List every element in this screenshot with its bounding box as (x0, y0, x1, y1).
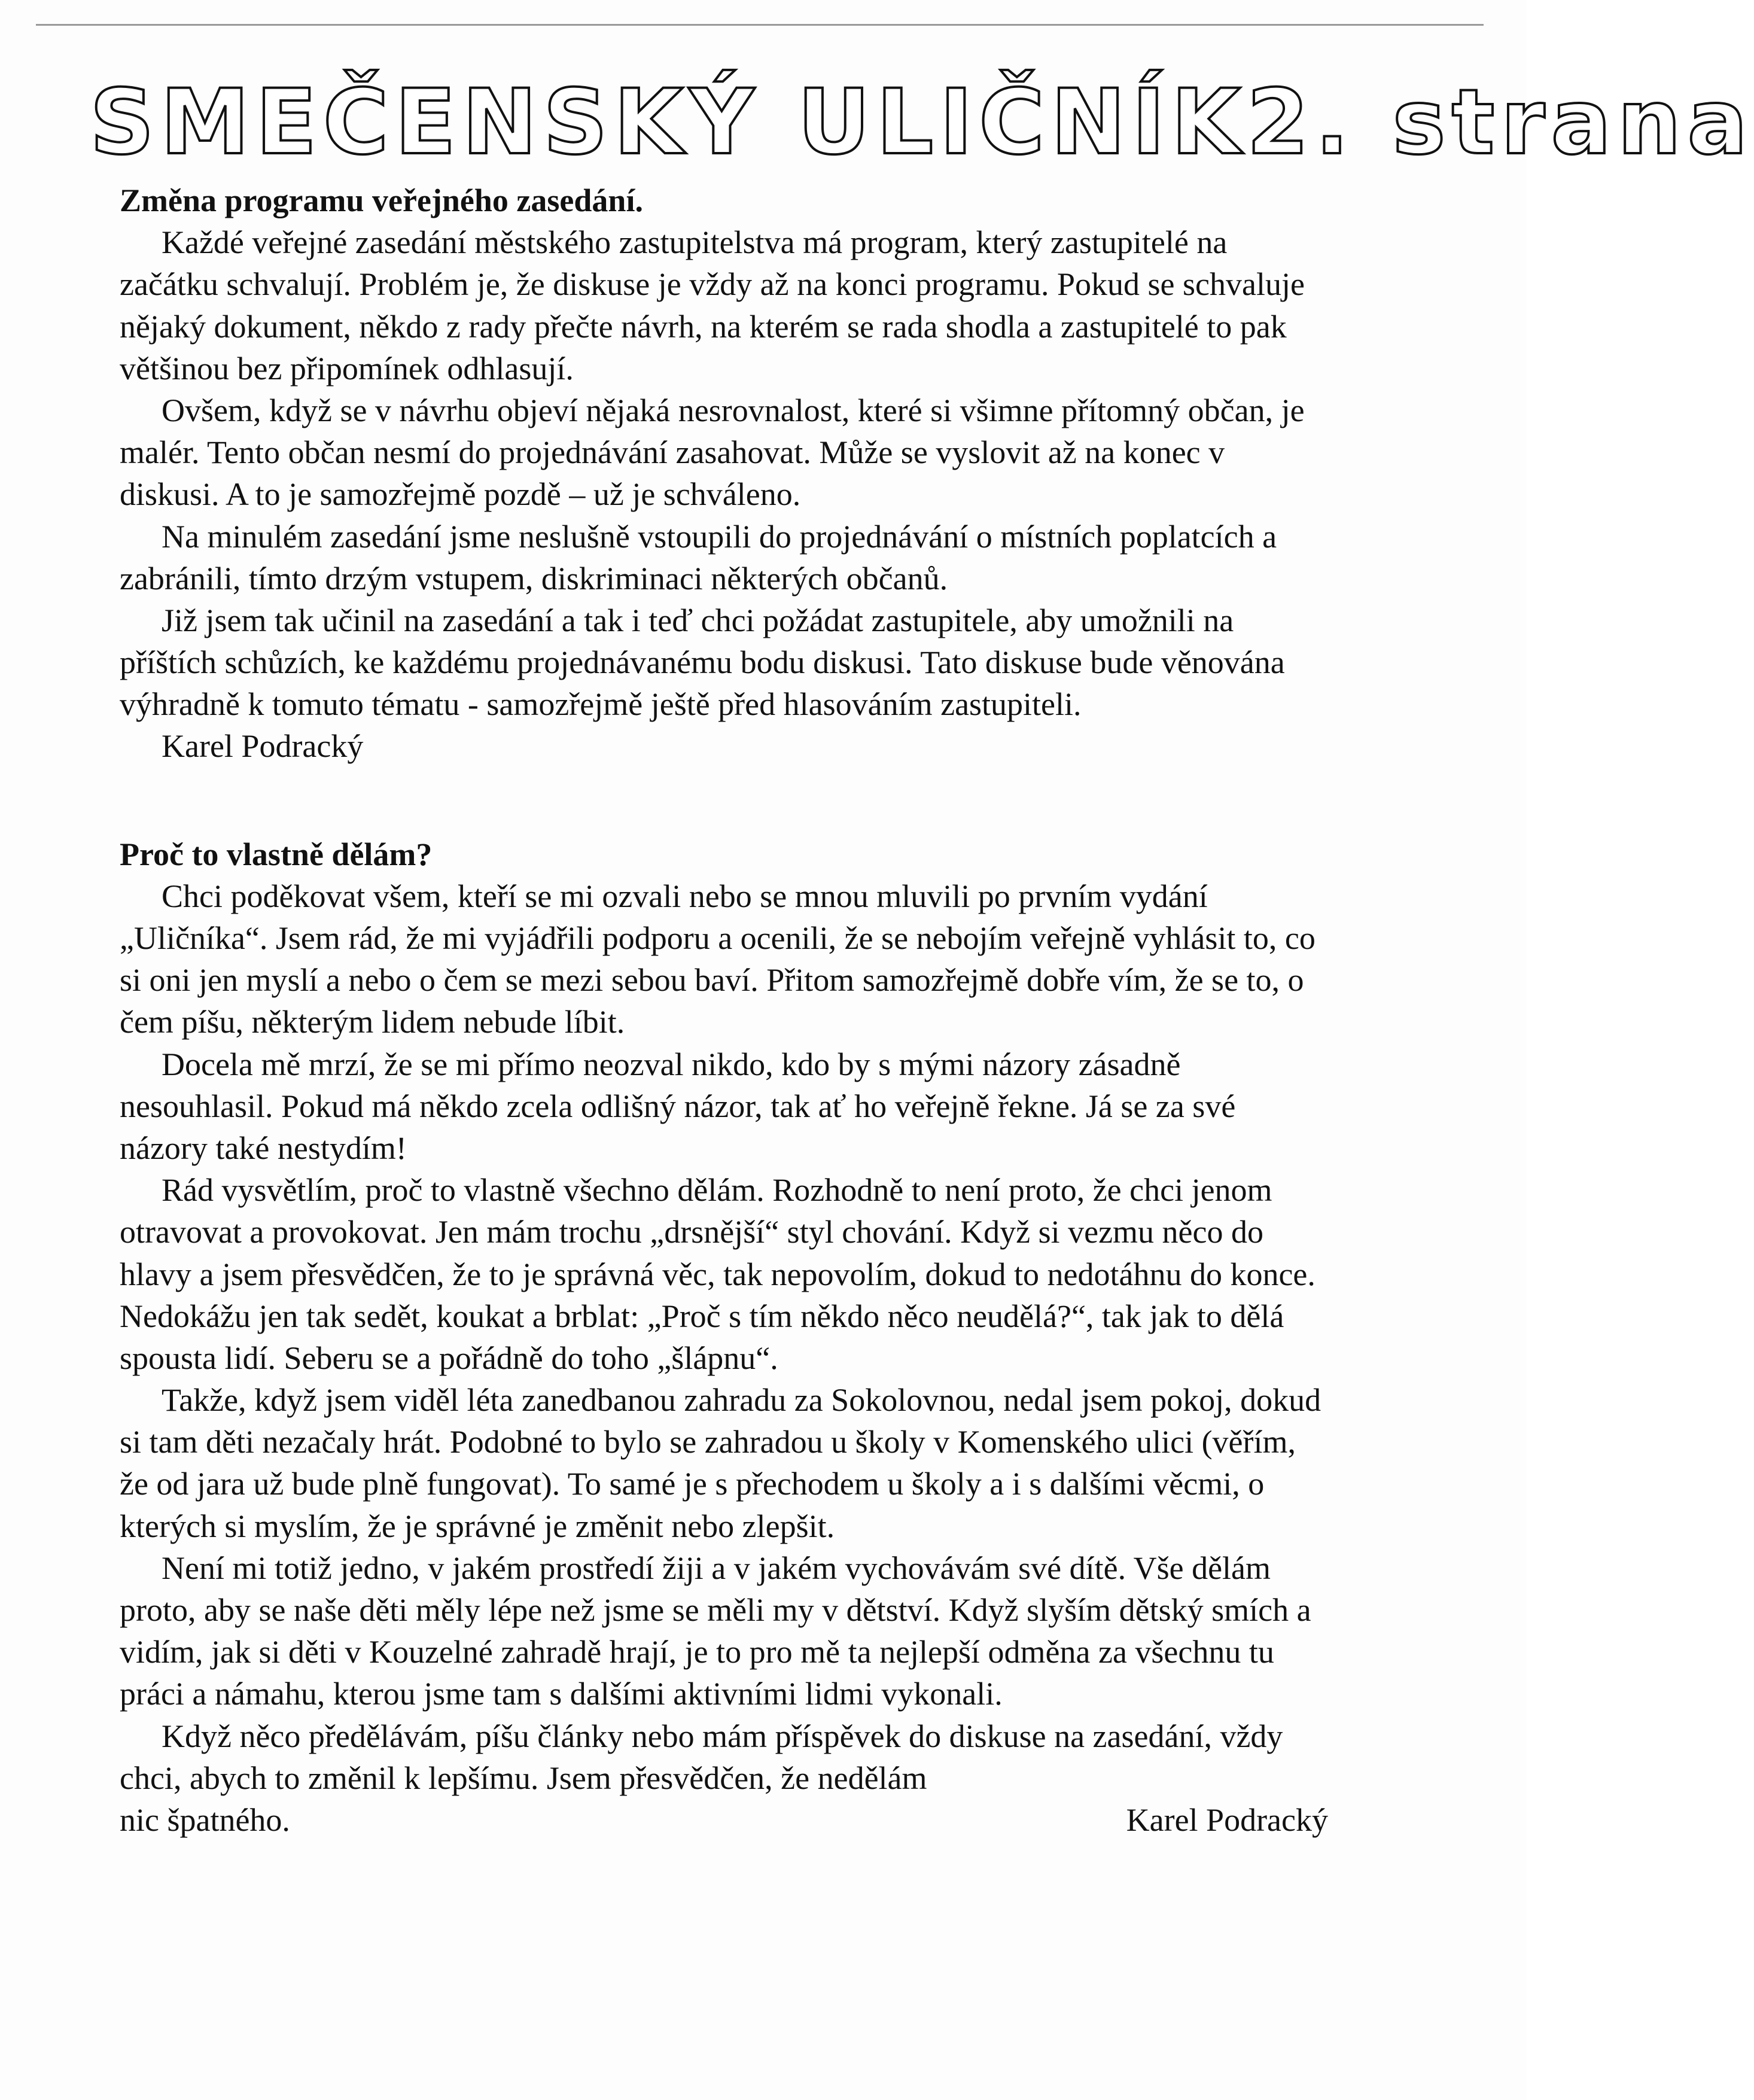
page-number: 2. strana (1246, 71, 1754, 175)
article-paragraph: Ovšem, když se v návrhu objeví nějaká nesrovnalost, které si všimne přítomný občan, je malér. Tento občan nesmí do projednávání zasahovat. Může se vyslovit až na konec v diskusi. A to je samozřejmě pozdě – už je schváleno. (120, 392, 1305, 513)
article-program-change (120, 179, 1328, 768)
masthead (90, 69, 1754, 176)
article-title: Proč to vlastně dělám? (120, 836, 433, 872)
article-paragraph: Docela mě mrzí, že se mi přímo neozval nikdo, kdo by s mými názory zásadně nesouhlasil. Pokud má někdo zcela odlišný názor, tak ať ho veřejně řekne. Já se za své názory také nestydím! (120, 1046, 1236, 1166)
article-paragraph: Na minulém zasedání jsme neslušně vstoupili do projednávání o místních poplatcích a zabránili, tímto drzým vstupem, diskriminaci některých občanů. (120, 518, 1277, 596)
article-paragraph: Každé veřejné zasedání městského zastupitelstva má program, který zastupitelé na začátku schvalují. Problém je, že diskuse je vždy až na konci programu. Pokud se schvaluje nějaký dokument, někdo z rady přečte návrh, na kterém se rada shodla a zastupitelé to pak většinou bez připomínek odhlasují. (120, 224, 1305, 386)
article-paragraph: Chci poděkovat všem, kteří se mi ozvali nebo se mnou mluvili po prvním vydání „Uličníka“. Jsem rád, že mi vyjádřili podporu a ocenili, že se nebojím veřejně vyhlásit to, co si oni jen myslí a nebo o čem se mezi sebou baví. Přitom samozřejmě dobře vím, že se to, o čem píšu, některým lidem nebude líbit. (120, 878, 1316, 1040)
article-paragraph: Takže, když jsem viděl léta zanedbanou zahradu za Sokolovnou, nedal jsem pokoj, dokud si tam děti nezačaly hrát. Podobné to bylo se zahradou u školy v Komenského ulici (věřím, že od jara už bude plně fungovat). To samé je s přechodem u školy a i s dalšími věcmi, o kterých si myslím, že je správné je změnit nebo zlepšit. (120, 1382, 1321, 1544)
article-paragraph: Již jsem tak učinil na zasedání a tak i teď chci požádat zastupitele, aby umožnili na příštích schůzích, ke každému projednávanému bodu diskusi. Tato diskuse bude věnována výhradně k tomuto tématu - samozřejmě ještě před hlasováním zastupiteli. (120, 602, 1285, 723)
article-author: Karel Podracký (1126, 1801, 1328, 1838)
article-closing-line (120, 1799, 1328, 1841)
article-author: Karel Podracký (162, 728, 364, 765)
article-title: Změna programu veřejného zasedání. (120, 182, 643, 218)
article-paragraph: Není mi totiž jedno, v jakém prostředí žiji a v jakém vychovávám své dítě. Vše dělám proto, aby se naše děti měly lépe než jsme se měli my v dětství. Když slyším dětský smích a vidím, jak si děti v Kouzelné zahradě hrají, je to pro mě ta nejlepší odměna za všechnu tu práci a námahu, kterou jsme tam s dalšími aktivními lidmi vykonali. (120, 1550, 1311, 1712)
article-paragraph: Když něco předělávám, píšu články nebo mám příspěvek do diskuse na zasedání, vždy chci, abych to změnil k lepšímu. Jsem přesvědčen, že nedělám (120, 1718, 1283, 1796)
content (120, 179, 1328, 1841)
article-why-i-do-it (120, 833, 1328, 1842)
top-rule (36, 24, 1484, 26)
article-paragraph: Rád vysvětlím, proč to vlastně všechno dělám. Rozhodně to není proto, že chci jenom otravovat a provokovat. Jen mám trochu „drsnější“ styl chování. Když si vezmu něco do hlavy a jsem přesvědčen, že to je správná věc, tak nepovolím, dokud to nedotáhnu do konce. Nedokážu jen tak sedět, koukat a brblat: „Proč s tím někdo něco neudělá?“, tak jak to dělá spousta lidí. Seberu se a pořádně do toho „šlápnu“. (120, 1172, 1316, 1376)
newsletter-title: SMEČENSKÝ ULIČNÍK (90, 71, 1247, 175)
article-closing-text: nic špatného. (120, 1801, 290, 1838)
